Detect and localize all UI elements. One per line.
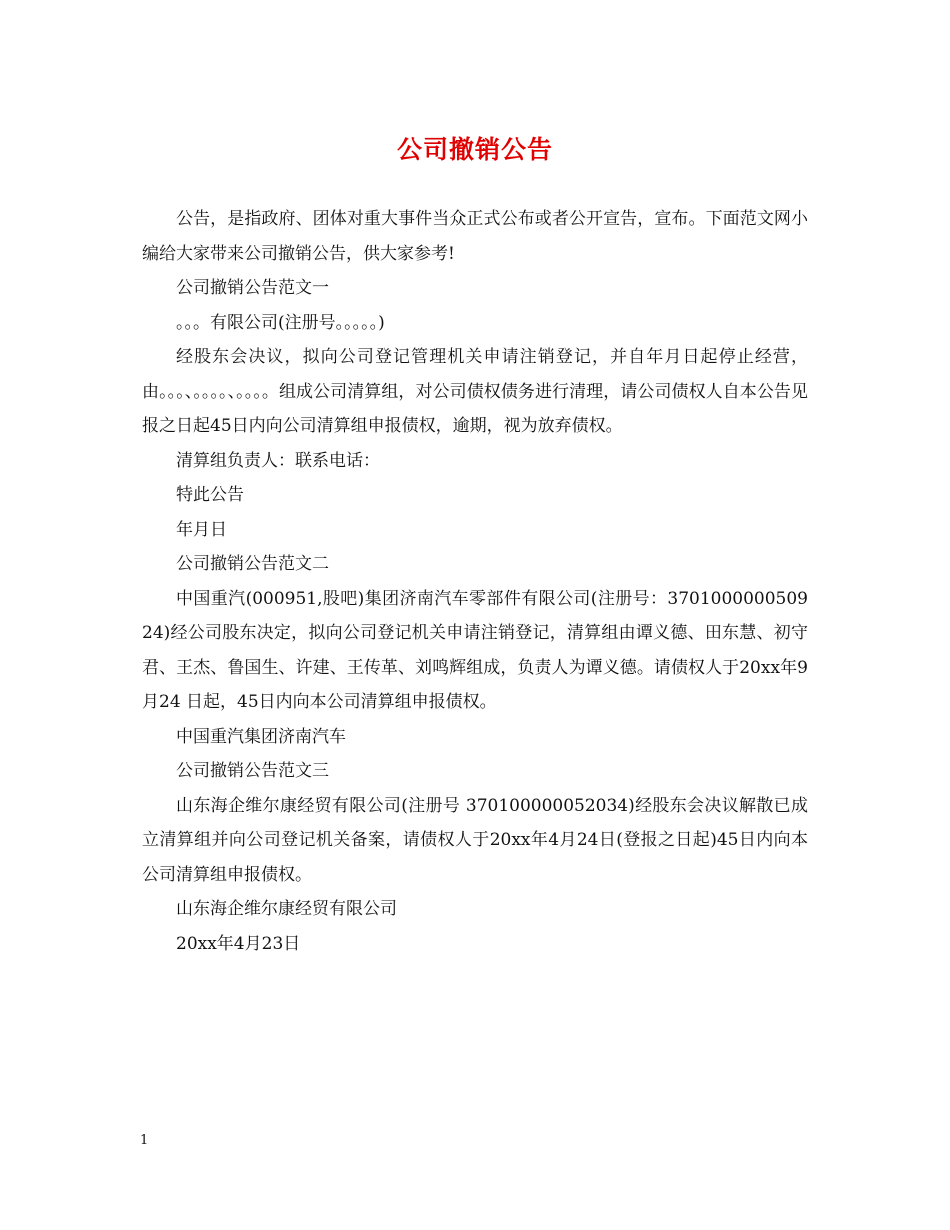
paragraph-intro: 公告，是指政府、团体对重大事件当众正式公布或者公开宣告，宣布。下面范文网小编给大家带来公司撤销公告，供大家参考! <box>142 209 808 264</box>
paragraph-notice-1: 经股东会决议，拟向公司登记管理机关申请注销登记，并自年月日起停止经营，由。。。、。。。。、。。。。组成公司清算组，对公司债权债务进行清理，请公司债权人自本公告见报之日起45日内向公司清算组申报债权，逾期，视为放弃债权。 <box>142 347 808 436</box>
paragraph-heading-2: 公司撤销公告范文二 <box>176 554 329 574</box>
paragraph-heading-3: 公司撤销公告范文三 <box>176 761 329 781</box>
page-title: 公司撤销公告 <box>396 135 553 164</box>
paragraph-closing-1: 特此公告 <box>176 485 244 505</box>
paragraph-heading-1: 公司撤销公告范文一 <box>176 278 329 298</box>
paragraph-contact-1: 清算组负责人：联系电话： <box>176 450 380 471</box>
page-number: 1 <box>140 1133 149 1148</box>
paragraph-signature-2: 中国重汽集团济南汽车 <box>176 726 346 747</box>
paragraph-date-1: 年月日 <box>176 519 227 540</box>
paragraph-signature-3: 山东海企维尔康经贸有限公司 <box>176 899 397 919</box>
paragraph-notice-2: 中国重汽(000951,股吧)集团济南汽车零部件有限公司(注册号：370100000050924)经公司股东决定，拟向公司登记机关申请注销登记，清算组由谭义德、田东慧、初守君、王杰、鲁国生、许建、王传革、刘鸣辉组成，负责人为谭义德。请债权人于20xx年9月24 日起，45日内向本公司清算组申报债权。 <box>142 588 808 712</box>
paragraph-date-3: 20xx年4月23日 <box>176 933 301 954</box>
paragraph-company-1: 。。。有限公司(注册号。。。。。) <box>176 312 385 333</box>
paragraph-notice-3: 山东海企维尔康经贸有限公司(注册号 370100000052034)经股东会决议解散已成立清算组并向公司登记机关备案，请债权人于20xx年4月24日(登报之日起)45日内向本公司清算组申报债权。 <box>142 795 808 885</box>
document-body <box>142 202 808 961</box>
